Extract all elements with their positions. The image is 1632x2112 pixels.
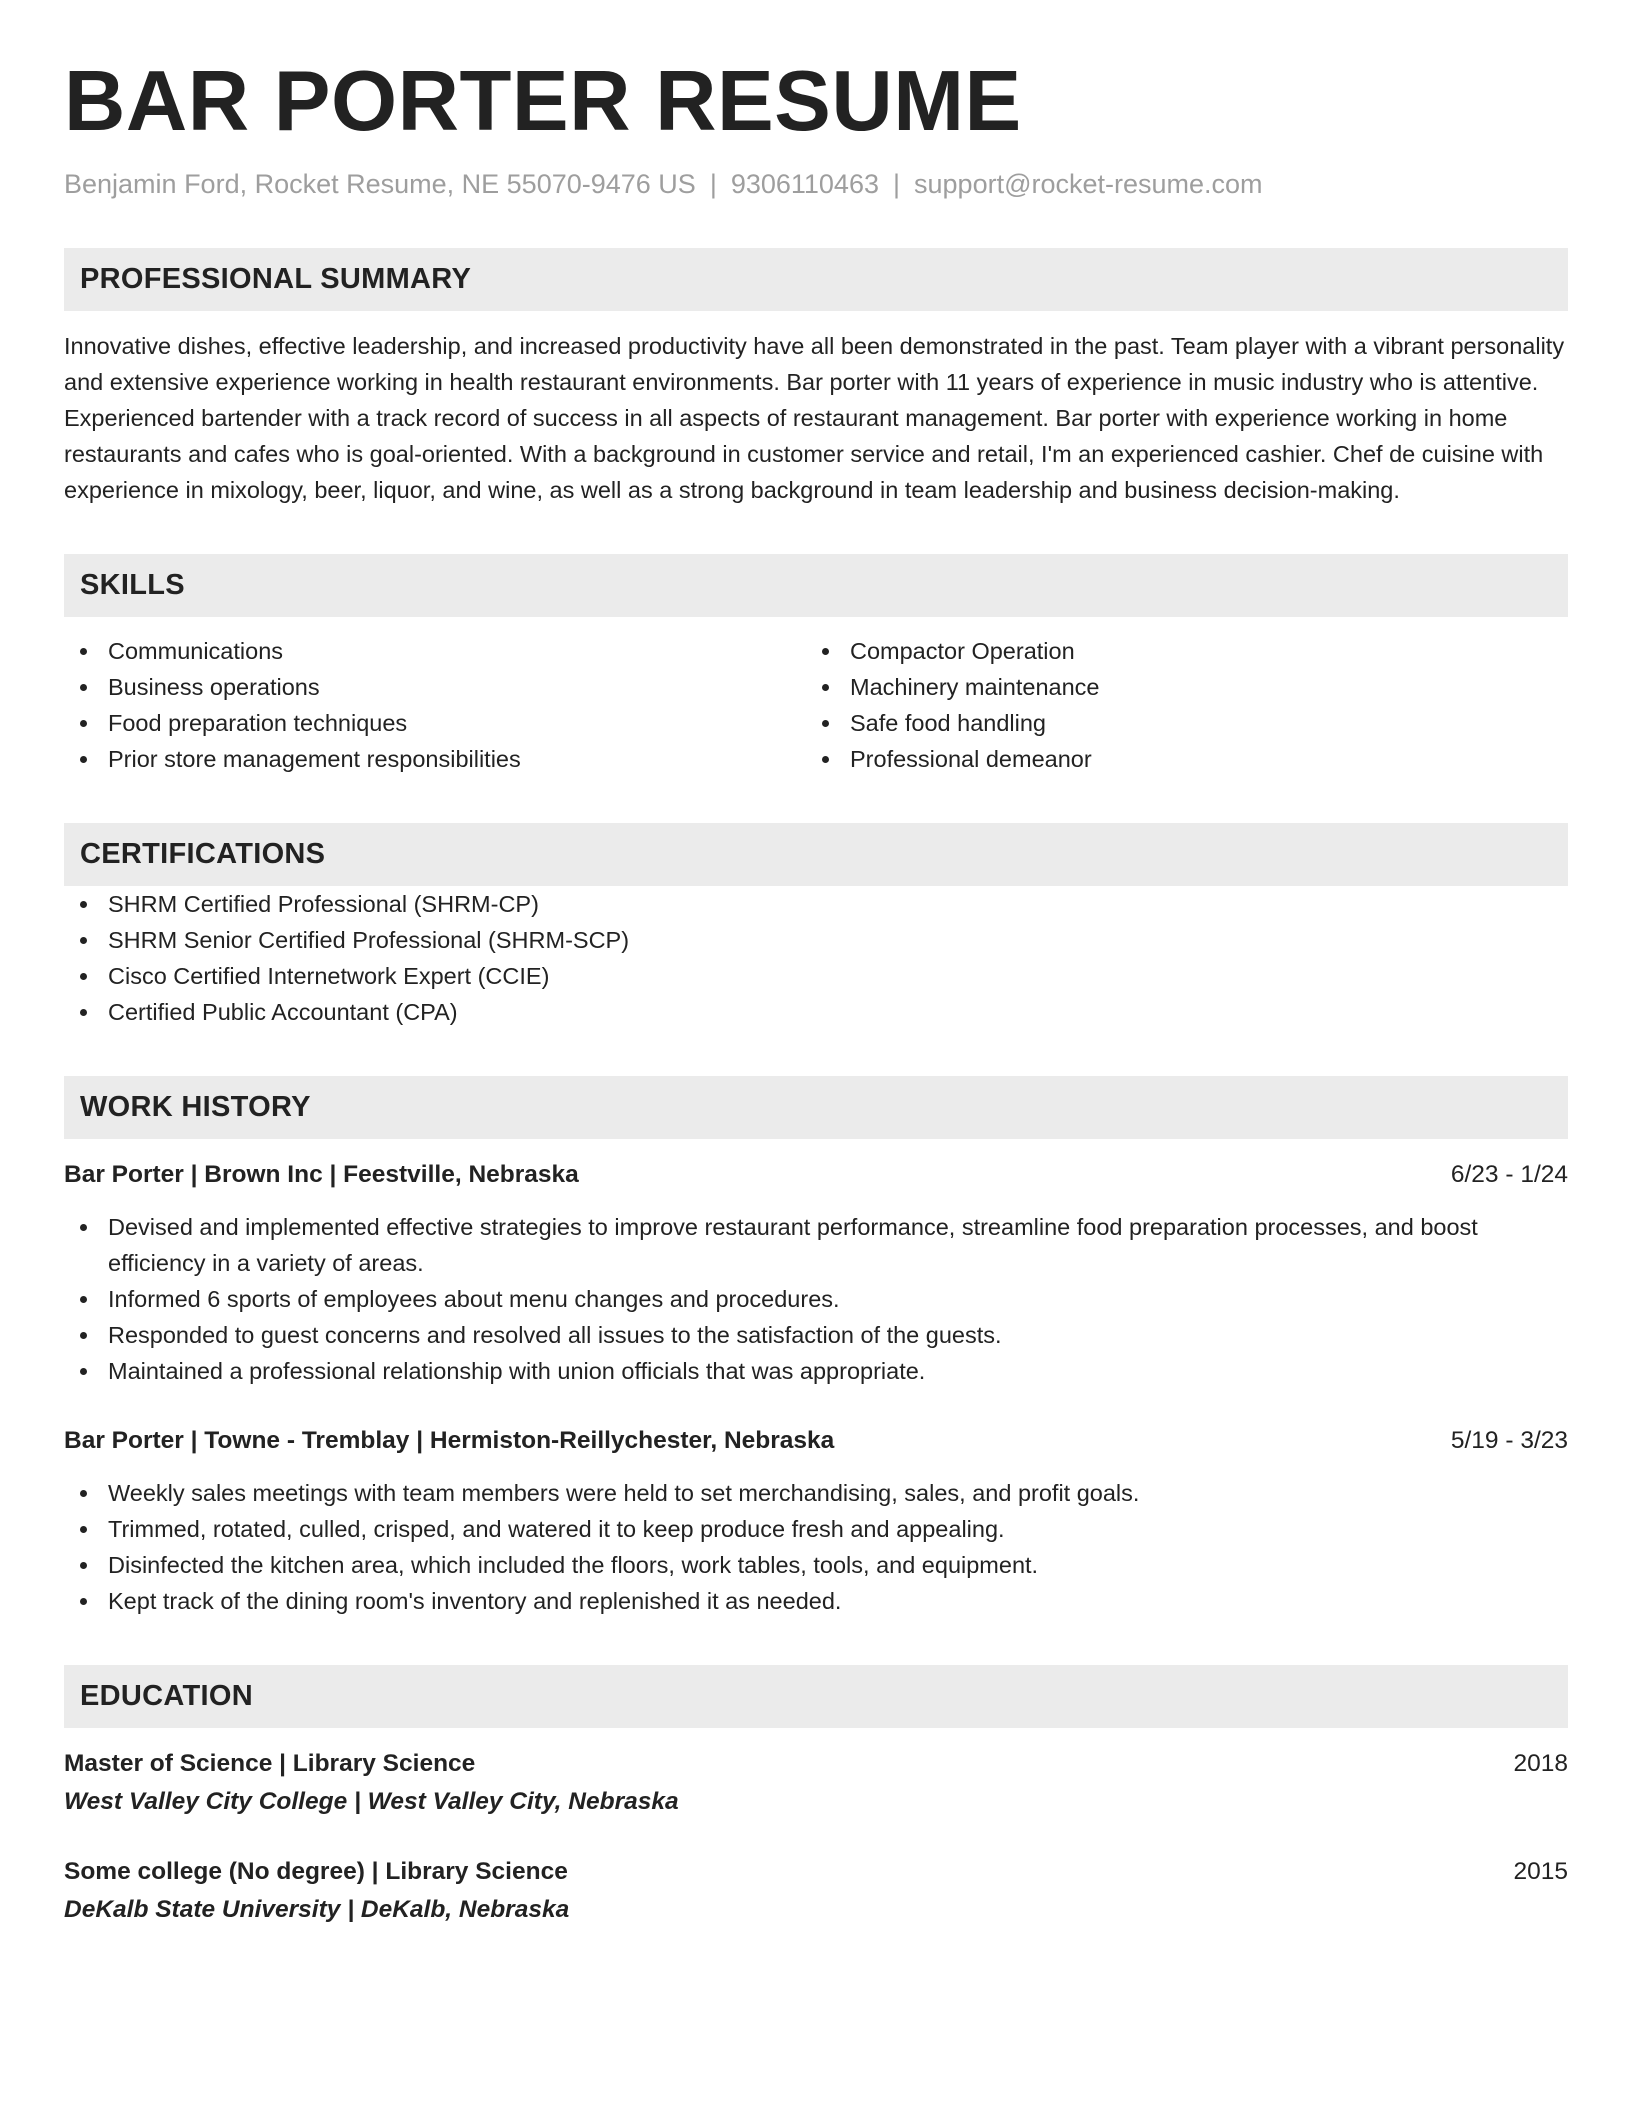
- certification-item: [64, 922, 1568, 958]
- bullet-icon: [80, 973, 87, 980]
- skill-item: [64, 633, 806, 669]
- skill-label: Food preparation techniques: [108, 710, 408, 736]
- skills-list-right: [806, 633, 1548, 777]
- bullet-icon: [822, 720, 829, 727]
- certification-label: SHRM Certified Professional (SHRM-CP): [108, 891, 539, 917]
- education-year: 2018: [1513, 1750, 1568, 1777]
- job-bullet: [64, 1583, 1568, 1619]
- certification-item: [64, 958, 1568, 994]
- education-year: 2015: [1513, 1858, 1568, 1885]
- bullet-icon: [822, 648, 829, 655]
- section-header-certifications: [64, 823, 1568, 886]
- section-title-summary: PROFESSIONAL SUMMARY: [80, 263, 472, 295]
- job-header: [64, 1157, 1568, 1193]
- job-bullet: [64, 1281, 1568, 1317]
- bullet-icon: [80, 1562, 87, 1569]
- job-bullet: [64, 1209, 1568, 1281]
- job-bullet-text: Devised and implemented effective strategies to improve restaurant performance, streamline food preparation processes, and boost efficiency in a variety of areas.: [108, 1214, 1478, 1276]
- resume-title: BAR PORTER RESUME: [64, 54, 1022, 149]
- resume-page: [64, 52, 1568, 1928]
- bullet-icon: [80, 1598, 87, 1605]
- job-bullet-text: Disinfected the kitchen area, which included the floors, work tables, tools, and equipment.: [108, 1552, 1039, 1578]
- bullet-icon: [822, 756, 829, 763]
- bullet-icon: [80, 1009, 87, 1016]
- skill-label: Professional demeanor: [850, 746, 1092, 772]
- skill-item: [64, 669, 806, 705]
- contact-email: support@rocket-resume.com: [914, 169, 1263, 199]
- job-bullet-text: Kept track of the dining room's inventory and replenished it as needed.: [108, 1588, 842, 1614]
- skill-item: [64, 705, 806, 741]
- contact-line: [64, 166, 1568, 202]
- contact-separator: |: [709, 169, 717, 199]
- job-bullet: [64, 1353, 1568, 1389]
- skills-grid: [64, 633, 1568, 777]
- education-degree: Master of Science | Library Science: [64, 1750, 476, 1777]
- skill-item: [806, 741, 1548, 777]
- bullet-icon: [80, 756, 87, 763]
- job-bullets: [64, 1209, 1568, 1389]
- job-bullet-text: Responded to guest concerns and resolved all issues to the satisfaction of the guests.: [108, 1322, 1002, 1348]
- education-header: [64, 1854, 1568, 1890]
- education-entry: [64, 1854, 1568, 1928]
- job-entry: [64, 1157, 1568, 1389]
- job-bullet: [64, 1511, 1568, 1547]
- education-school: DeKalb State University | DeKalb, Nebraska: [64, 1896, 570, 1923]
- bullet-icon: [80, 684, 87, 691]
- bullet-icon: [80, 1332, 87, 1339]
- education-entry: [64, 1746, 1568, 1820]
- section-title-work-history: WORK HISTORY: [80, 1091, 311, 1123]
- summary-text: Innovative dishes, effective leadership, and increased productivity have all been demonstrated in the past. Team player with a vibrant personality and extensive experience working in health restaurant environments. Bar porter with 11 years of experience in music industry who is attentive. Experienced bartender with a track record of success in all aspects of restaurant management. Bar porter with experience working in home restaurants and cafes who is goal-oriented. With a background in customer service and retail, I'm an experienced cashier. Chef de cuisine with experience in mixology, beer, liquor, and wine, as well as a strong background in team leadership and business decision-making.: [64, 333, 1565, 503]
- job-dates: 6/23 - 1/24: [1450, 1161, 1568, 1188]
- section-title-skills: SKILLS: [80, 569, 185, 601]
- job-bullet-text: Informed 6 sports of employees about menu changes and procedures.: [108, 1286, 840, 1312]
- bullet-icon: [80, 1526, 87, 1533]
- bullet-icon: [80, 1296, 87, 1303]
- skill-label: Compactor Operation: [850, 638, 1075, 664]
- certification-label: Cisco Certified Internetwork Expert (CCIE): [108, 963, 550, 989]
- bullet-icon: [80, 720, 87, 727]
- skill-item: [806, 633, 1548, 669]
- skill-label: Prior store management responsibilities: [108, 746, 521, 772]
- bullet-icon: [80, 648, 87, 655]
- contact-phone: 9306110463: [730, 169, 879, 199]
- job-bullet-text: Trimmed, rotated, culled, crisped, and watered it to keep produce fresh and appealing.: [108, 1516, 1005, 1542]
- bullet-icon: [80, 1368, 87, 1375]
- job-bullet: [64, 1475, 1568, 1511]
- job-bullet-text: Weekly sales meetings with team members were held to set merchandising, sales, and profit goals.: [108, 1480, 1140, 1506]
- section-header-skills: [64, 554, 1568, 617]
- job-entry: [64, 1423, 1568, 1619]
- bullet-icon: [80, 1490, 87, 1497]
- bullet-icon: [822, 684, 829, 691]
- bullet-icon: [80, 901, 87, 908]
- job-title: Bar Porter | Brown Inc | Feestville, Nebraska: [64, 1161, 579, 1188]
- section-header-work-history: [64, 1076, 1568, 1139]
- job-header: [64, 1423, 1568, 1459]
- section-header-education: [64, 1665, 1568, 1728]
- job-bullet: [64, 1547, 1568, 1583]
- job-dates: 5/19 - 3/23: [1450, 1427, 1568, 1454]
- education-degree: Some college (No degree) | Library Science: [64, 1858, 568, 1885]
- certifications-list: [64, 886, 1568, 1030]
- skill-item: [64, 741, 806, 777]
- skill-item: [806, 669, 1548, 705]
- job-title: Bar Porter | Towne - Tremblay | Hermiston-Reillychester, Nebraska: [64, 1427, 835, 1454]
- section-title-education: EDUCATION: [80, 1680, 253, 1712]
- job-bullets: [64, 1475, 1568, 1619]
- skills-list-left: [64, 633, 806, 777]
- certification-item: [64, 994, 1568, 1030]
- education-school: West Valley City College | West Valley City, Nebraska: [64, 1788, 679, 1815]
- contact-address: Benjamin Ford, Rocket Resume, NE 55070-9476 US: [64, 169, 696, 199]
- education-header: [64, 1746, 1568, 1782]
- bullet-icon: [80, 937, 87, 944]
- skills-column-right: [806, 633, 1548, 777]
- certification-item: [64, 886, 1568, 922]
- skill-label: Machinery maintenance: [850, 674, 1100, 700]
- job-bullet-text: Maintained a professional relationship with union officials that was appropriate.: [108, 1358, 926, 1384]
- section-header-summary: [64, 248, 1568, 311]
- skill-label: Safe food handling: [850, 710, 1046, 736]
- bullet-icon: [80, 1224, 87, 1231]
- job-bullet: [64, 1317, 1568, 1353]
- skills-column-left: [64, 633, 806, 777]
- skill-label: Communications: [108, 638, 284, 664]
- skill-label: Business operations: [108, 674, 320, 700]
- certification-label: Certified Public Accountant (CPA): [108, 999, 458, 1025]
- certification-label: SHRM Senior Certified Professional (SHRM-SCP): [108, 927, 630, 953]
- contact-separator: |: [893, 169, 901, 199]
- skill-item: [806, 705, 1548, 741]
- section-title-certifications: CERTIFICATIONS: [80, 838, 326, 870]
